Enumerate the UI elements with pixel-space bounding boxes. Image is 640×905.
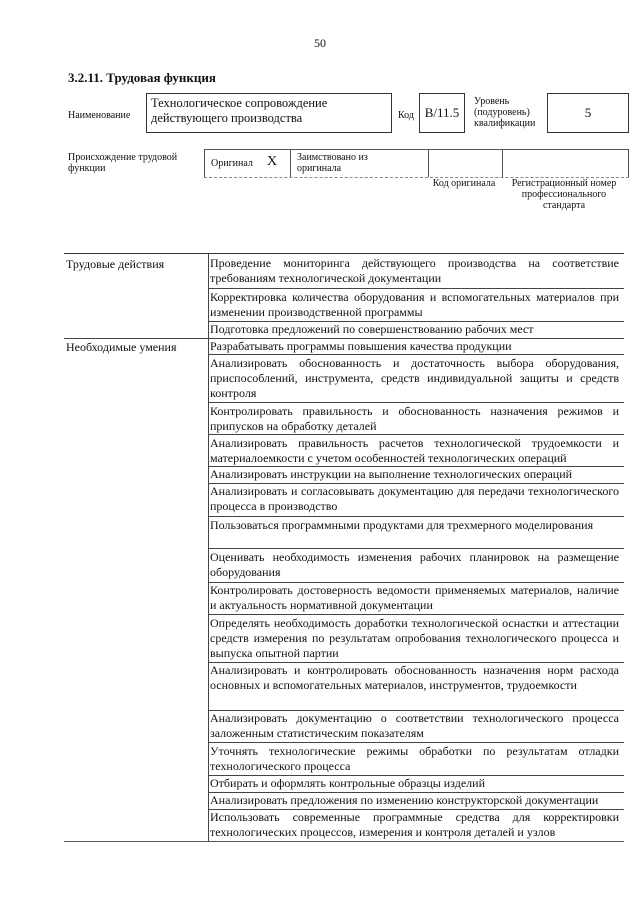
page-number: 50 [314,36,326,50]
skill-item: Анализировать и контролировать обоснованность назначения норм расхода основных и вспомогательных материалов, инструментов, трудоемкости [210,663,619,692]
labor-action-item: Проведение мониторинга действующего производства на соответствие требованиям технологической документации [210,256,619,285]
skill-item: Отбирать и оформлять контрольные образцы изделий [210,776,486,790]
code-original-cell [428,150,502,177]
labor-action-item: Корректировка количества оборудования и вспомогательных материалов при изменении производственной программы [210,290,619,319]
reg-number-cell [502,150,629,177]
name-label: Наименование [68,110,131,121]
reg-number-label: Регистрационный номер профессионального стандарта [511,178,617,211]
skills-label: Необходимые умения [66,340,177,354]
origin-row [204,149,629,178]
function-code-box: B/11.5 [419,93,465,133]
qualification-level-box: 5 [547,93,629,133]
original-label: Оригинал [211,158,253,169]
skill-item: Анализировать правильность расчетов технологической трудоемкости и материалоемкости с учетом особенностей технологических операций [210,436,619,465]
original-cell [204,150,290,177]
level-label: Уровень (подуровень) квалификации [474,96,536,129]
labor-action-item: Подготовка предложений по совершенствованию рабочих мест [210,322,534,336]
skill-item: Разрабатывать программы повышения качества продукции [210,339,512,353]
section-title: 3.2.11. Трудовая функция [68,70,216,85]
skill-item: Контролировать достоверность ведомости применяемых материалов, наличие и актуальность нормативной документации [210,583,619,612]
borrowed-label: Заимствовано из оригинала [297,152,368,174]
labor-actions-label: Трудовые действия [66,257,165,271]
skill-item: Анализировать документацию о соответствии технологического процесса заложенным статистическим показателям [210,711,619,740]
skill-item: Использовать современные программные средства для корректировки технологических процессов, измерения и контроля деталей и узлов [210,810,619,839]
skill-item: Пользоваться программными продуктами для трехмерного моделирования [210,518,594,532]
skill-item: Уточнять технологические режимы обработки по результатам отладки технологического процесса [210,744,619,773]
skill-item: Оценивать необходимость изменения рабочих планировок на размещение оборудования [210,550,619,579]
borrowed-cell [290,150,428,177]
skill-item: Определять необходимость доработки технологической оснастки и аттестации средств измерения по результатам опробования технологического процесса и выпуска опытной партии [210,616,619,660]
skill-item: Контролировать правильность и обоснованность назначения режимов и припусков на обработку деталей [210,404,619,433]
code-original-label: Код оригинала [432,178,496,189]
function-table [64,253,624,842]
skill-item: Анализировать предложения по изменению конструкторской документации [210,793,599,807]
origin-label: Происхождение трудовой функции [68,152,178,174]
skill-item: Анализировать и согласовывать документацию для передачи технологического процесса в производство [210,484,619,513]
skill-item: Анализировать инструкции на выполнение технологических операций [210,467,573,481]
code-label: Код [398,110,414,121]
original-mark: X [267,154,278,169]
function-name-box: Технологическое сопровождение действующего производства [146,93,392,133]
skill-item: Анализировать обоснованность и достаточность выбора оборудования, приспособлений, инструмента, средств индивидуальной защиты и средств контроля [210,356,619,400]
